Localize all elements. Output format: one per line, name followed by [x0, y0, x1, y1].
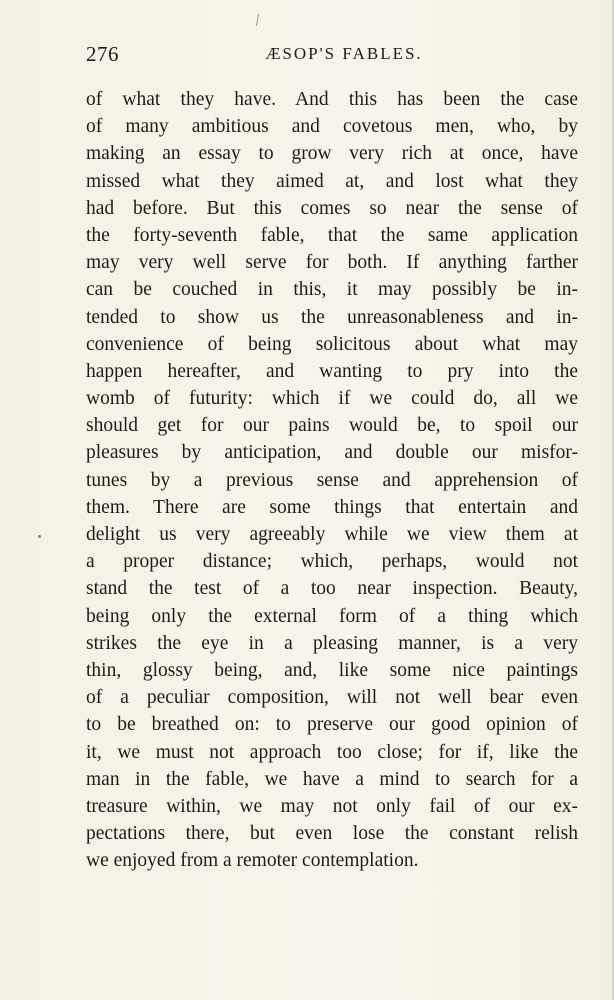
- body-text: [86, 86, 578, 874]
- page-number: 276: [86, 42, 119, 66]
- text-line: strikes the eye in a pleasing manner, is a very: [86, 632, 578, 654]
- text-line: should get for our pains would be, to spoil our: [86, 415, 578, 437]
- text-line: of a peculiar composition, will not well bear even: [86, 687, 578, 709]
- text-line: to be breathed on: to preserve our good opinion of: [86, 714, 578, 736]
- page-header: [86, 40, 578, 68]
- text-line: had before. But this comes so near the sense of: [86, 197, 578, 219]
- text-line: the forty-seventh fable, that the same application: [86, 224, 578, 246]
- text-line: pectations there, but even lose the constant relish: [86, 823, 578, 845]
- page-mark: [256, 14, 259, 26]
- text-line: womb of futurity: which if we could do, all we: [86, 388, 578, 410]
- text-line: we enjoyed from a remoter contemplation.: [86, 850, 419, 872]
- text-line: tunes by a previous sense and apprehension of: [86, 469, 578, 491]
- text-line: can be couched in this, it may possibly be in-: [86, 279, 578, 301]
- page-speck: [38, 535, 41, 538]
- running-head: ÆSOP'S FABLES.: [265, 44, 423, 63]
- text-line: being only the external form of a thing which: [86, 605, 578, 627]
- text-line: making an essay to grow very rich at once, have: [86, 143, 578, 165]
- text-line: of many ambitious and covetous men, who, by: [86, 116, 578, 138]
- text-line: thin, glossy being, and, like some nice paintings: [86, 659, 578, 681]
- text-line: of what they have. And this has been the case: [86, 89, 578, 110]
- text-line: them. There are some things that entertain and: [86, 496, 578, 518]
- text-line: it, we must not approach too close; for if, like the: [86, 741, 578, 763]
- text-line: treasure within, we may not only fail of our ex-: [86, 795, 578, 817]
- text-line: missed what they aimed at, and lost what they: [86, 170, 578, 192]
- text-line: tended to show us the unreasonableness and in-: [86, 306, 578, 328]
- text-line: convenience of being solicitous about what may: [86, 333, 578, 355]
- text-line: man in the fable, we have a mind to search for a: [86, 768, 578, 790]
- text-line: a proper distance; which, perhaps, would not: [86, 551, 578, 573]
- text-line: pleasures by anticipation, and double our misfor-: [86, 442, 578, 464]
- text-line: delight us very agreeably while we view them at: [86, 524, 578, 545]
- text-line: may very well serve for both. If anything farther: [86, 252, 578, 274]
- text-line: stand the test of a too near inspection. Beauty,: [86, 578, 578, 600]
- text-line: happen hereafter, and wanting to pry into the: [86, 360, 578, 382]
